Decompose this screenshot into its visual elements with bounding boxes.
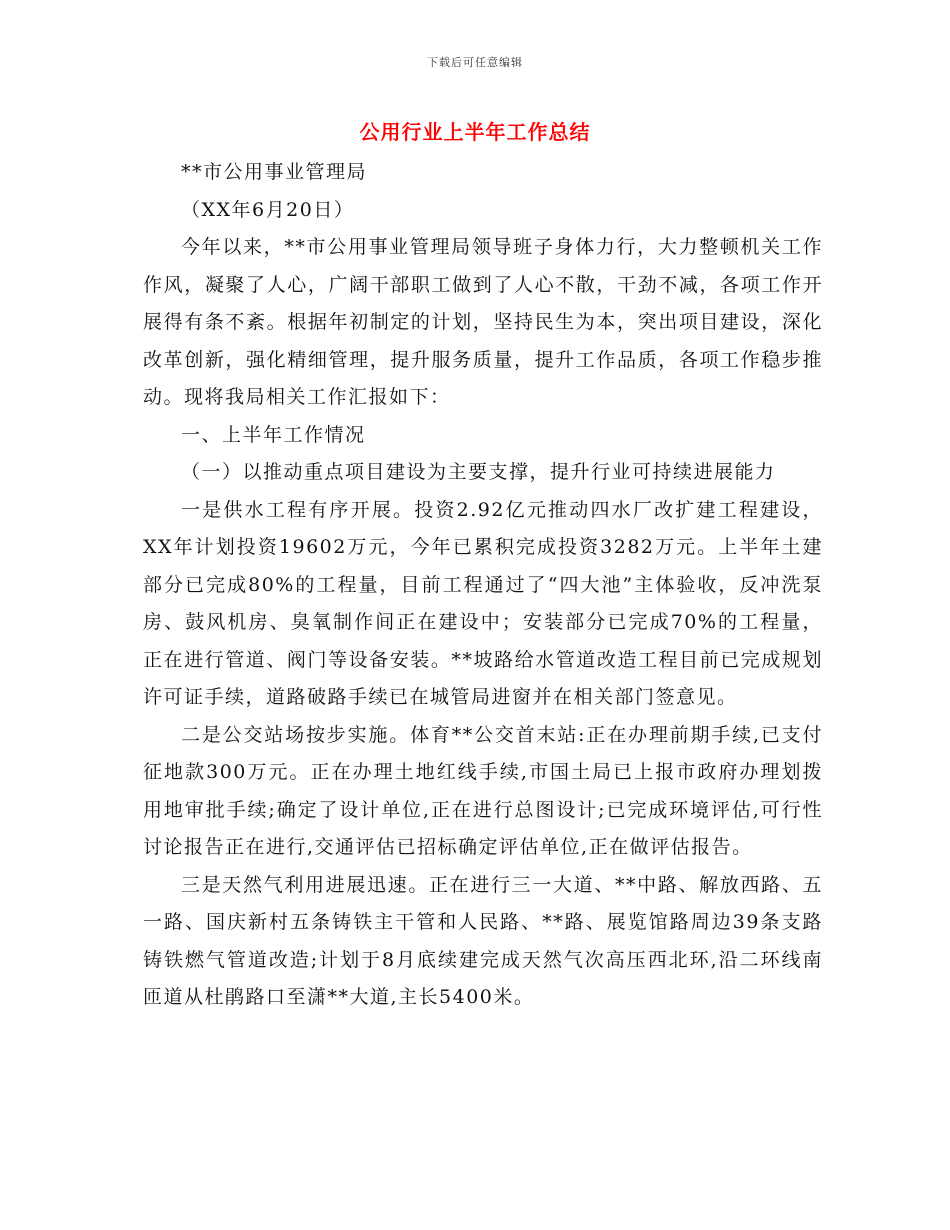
document-title: 公用行业上半年工作总结 bbox=[359, 120, 591, 144]
natural-gas-paragraph: 三是天然气利用进展迅速。正在进行三一大道、**中路、解放西路、五一路、国庆新村五条铸铁主干管和人民路、**路、展览馆路周边39条支路铸铁燃气管道改造;计划于8月底续建完成天然气次高压西北环,沿二环线南匝道从杜鹃路口至潇**大道,主长5400米。 bbox=[143, 873, 823, 1008]
intro-paragraph: 今年以来，**市公用事业管理局领导班子身体力行，大力整顿机关工作作风，凝聚了人心，广阔干部职工做到了人心不散，干劲不减，各项工作开展得有条不紊。根据年初制定的计划，坚持民生为本，突出项目建设，深化改革创新，强化精细管理，提升服务质量，提升工作品质，各项工作稳步推动。现将我局相关工作汇报如下： bbox=[143, 236, 823, 408]
document-body bbox=[143, 154, 823, 1017]
date-line: （XX年6月20日） bbox=[181, 198, 355, 221]
page-header-note: 下载后可任意编辑 bbox=[427, 56, 523, 69]
bus-station-paragraph: 二是公交站场按步实施。体育**公交首末站:正在办理前期手续,已支付征地款300万元。正在办理土地红线手续,市国土局已上报市政府办理划拨用地审批手续;确定了设计单位,正在进行总图设计;已完成环境评估,可行性讨论报告正在进行,交通评估已招标确定评估单位,正在做评估报告。 bbox=[143, 723, 823, 858]
author-line: **市公用事业管理局 bbox=[181, 161, 368, 183]
subsection-heading: （一）以推动重点项目建设为主要支撑，提升行业可持续进展能力 bbox=[181, 461, 776, 483]
section-heading: 一、上半年工作情况 bbox=[181, 423, 366, 446]
water-supply-paragraph: 一是供水工程有序开展。投资2.92亿元推动四水厂改扩建工程建设，XX年计划投资19602万元，今年已累积完成投资3282万元。上半年土建部分已完成80%的工程量，目前工程通过了“四大池”主体验收，反冲洗泵房、鼓风机房、臭氧制作间正在建设中；安装部分已完成70%的工程量，正在进行管道、阀门等设备安装。**坡路给水管道改造工程目前已完成规划许可证手续，道路破路手续已在城管局进窗并在相关部门签意见。 bbox=[143, 498, 823, 708]
